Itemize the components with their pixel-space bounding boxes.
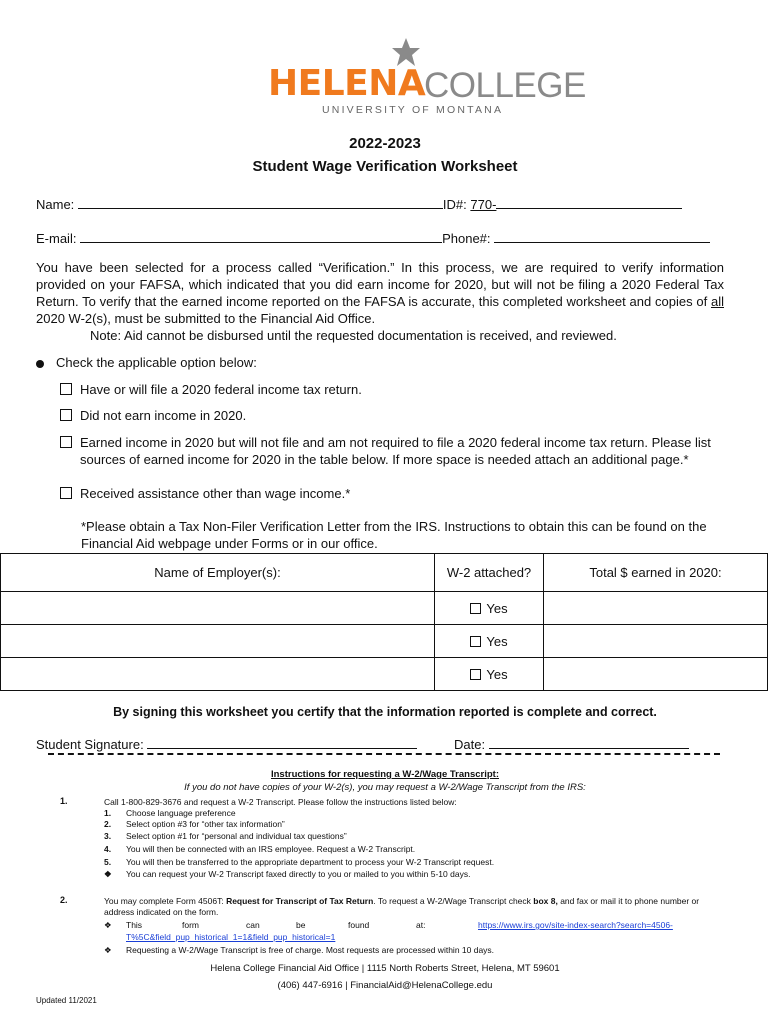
option-item: Received assistance other than wage income.* — [60, 485, 730, 502]
irs-link[interactable]: https://www.irs.gov/site-index-search?search=4506- — [478, 920, 673, 930]
logo-college: COLLEGE — [424, 66, 586, 105]
certify-statement: By signing this worksheet you certify that the information reported is complete and correct. — [113, 705, 657, 719]
option-checkbox[interactable] — [60, 383, 72, 395]
logo-helena: HELENA — [268, 63, 426, 104]
item2-bullet2: ❖ Requesting a W-2/Wage Transcript is free of charge. Most requests are processed within 10 days. — [104, 945, 495, 955]
col-w2-header: W-2 attached? — [435, 554, 544, 592]
signature-label: Student Signature: — [36, 737, 144, 752]
table-header-row — [1, 554, 768, 592]
total-cell[interactable] — [544, 658, 768, 691]
name-row — [36, 196, 682, 213]
total-cell[interactable] — [544, 625, 768, 658]
option-checkbox[interactable] — [60, 436, 72, 448]
logo-university: UNIVERSITY OF MONTANA — [322, 104, 504, 116]
employer-cell[interactable] — [1, 625, 435, 658]
w2-cell: Yes — [435, 658, 544, 691]
email-field[interactable] — [80, 230, 442, 243]
email-label: E-mail: — [36, 231, 77, 246]
phone-field[interactable] — [494, 230, 710, 243]
employer-table — [0, 553, 768, 691]
date-row — [454, 736, 689, 752]
name-label: Name: — [36, 197, 75, 212]
col-total-header: Total $ earned in 2020: — [544, 554, 768, 592]
w2-cell: Yes — [435, 592, 544, 625]
table-row — [1, 658, 768, 691]
id-label: ID#: — [442, 197, 467, 212]
list-item: 5. You will then be transferred to the appropriate department to process your W-2 Transcript request. — [104, 857, 495, 867]
w2-cell: Yes — [435, 625, 544, 658]
table-row — [1, 592, 768, 625]
signature-row — [36, 736, 417, 752]
list-item: 1. Choose language preference — [104, 808, 236, 818]
intro-note: Note: Aid cannot be disbursed until the requested documentation is received, and reviewed. — [90, 328, 617, 343]
signature-field[interactable] — [147, 736, 417, 749]
instructions-title: Instructions for requesting a W-2/Wage Transcript: — [270, 769, 499, 780]
col-employer-header: Name of Employer(s): — [1, 554, 435, 592]
item1-intro: Call 1-800-829-3676 and request a W-2 Transcript. Please follow the instructions listed below: — [104, 797, 457, 807]
page-year: 2022-2023 — [349, 135, 421, 152]
yes-checkbox[interactable] — [470, 603, 481, 614]
footer-address: Helena College Financial Aid Office | 1115 North Roberts Street, Helena, MT 59601 — [210, 963, 560, 974]
diamond-bullet-icon: ❖ — [104, 945, 112, 955]
name-field[interactable] — [78, 196, 443, 209]
option-checkbox[interactable] — [60, 409, 72, 421]
diamond-bullet-icon: ❖ — [104, 920, 112, 930]
yes-checkbox[interactable] — [470, 636, 481, 647]
item1-number: 1. — [60, 796, 68, 806]
option-checkbox[interactable] — [60, 487, 72, 499]
item2-text: You may complete Form 4506T: Request for Transcript of Tax Return. To request a W-2/Wage Transcript check box 8, and fax or mail it to phone number or address indicated on the form. — [104, 896, 700, 917]
irs-link-cont — [126, 932, 335, 943]
employer-cell[interactable] — [1, 658, 435, 691]
cut-line — [48, 753, 720, 755]
intro-paragraph: You have been selected for a process called “Verification.” In this process, we are required to verify information provided on your FAFSA, which indicated that you did earn income for 2020, but will not be filing a 2020 Federal Tax Return. To verify that the earned income reported on the FAFSA is accurate, this completed worksheet and copies of all 2020 W-2(s), must be submitted to the Financial Aid Office. — [36, 260, 724, 326]
list-item: 2. Select option #3 for “other tax information” — [104, 819, 285, 829]
bullet-icon — [36, 360, 44, 368]
intro-underlined: all — [710, 294, 724, 309]
option-item: Did not earn income in 2020. — [60, 407, 730, 424]
total-cell[interactable] — [544, 592, 768, 625]
option-item: Earned income in 2020 but will not file and am not required to file a 2020 federal income tax return. Please list sources of earned income for 2020 in the table below. If more space is needed attach an additional page.* — [60, 434, 730, 451]
list-item: 3. Select option #1 for “personal and individual tax questions” — [104, 831, 347, 841]
footer-contact: (406) 447-6916 | FinancialAid@HelenaCollege.edu — [277, 980, 493, 991]
updated-date: Updated 11/2021 — [36, 996, 97, 1005]
employer-cell[interactable] — [1, 592, 435, 625]
list-item: ❖ You can request your W-2 Transcript faxed directly to you or mailed to you within 5-10 days. — [104, 869, 471, 879]
email-row — [36, 230, 710, 247]
date-field[interactable] — [489, 736, 689, 749]
id-field[interactable] — [496, 196, 682, 209]
instructions-subtitle: If you do not have copies of your W-2(s), you may request a W-2/Wage Transcript from the IRS: — [184, 782, 586, 793]
footnote: *Please obtain a Tax Non-Filer Verification Letter from the IRS. Instructions to obtain this can be found on the Financial Aid webpage under Forms or in our office. — [81, 519, 707, 551]
irs-link-continued[interactable]: T%5C&field_pup_historical_1=1&field_pup_historical=1 — [126, 932, 336, 942]
id-prefix: 770- — [470, 197, 497, 212]
options-heading: Check the applicable option below: — [36, 355, 257, 370]
date-label: Date: — [454, 737, 486, 752]
phone-label: Phone#: — [442, 231, 491, 246]
yes-checkbox[interactable] — [470, 669, 481, 680]
page-title: Student Wage Verification Worksheet — [252, 158, 518, 175]
table-row — [1, 625, 768, 658]
item2-number: 2. — [60, 895, 68, 905]
option-item: Have or will file a 2020 federal income tax return. — [60, 381, 730, 398]
list-item: 4. You will then be connected with an IRS employee. Request a W-2 Transcript. — [104, 844, 416, 854]
item2-bullet1: ❖ This form can be found at: https://www.irs.gov/site-index-search?search=4506- — [104, 920, 673, 930]
